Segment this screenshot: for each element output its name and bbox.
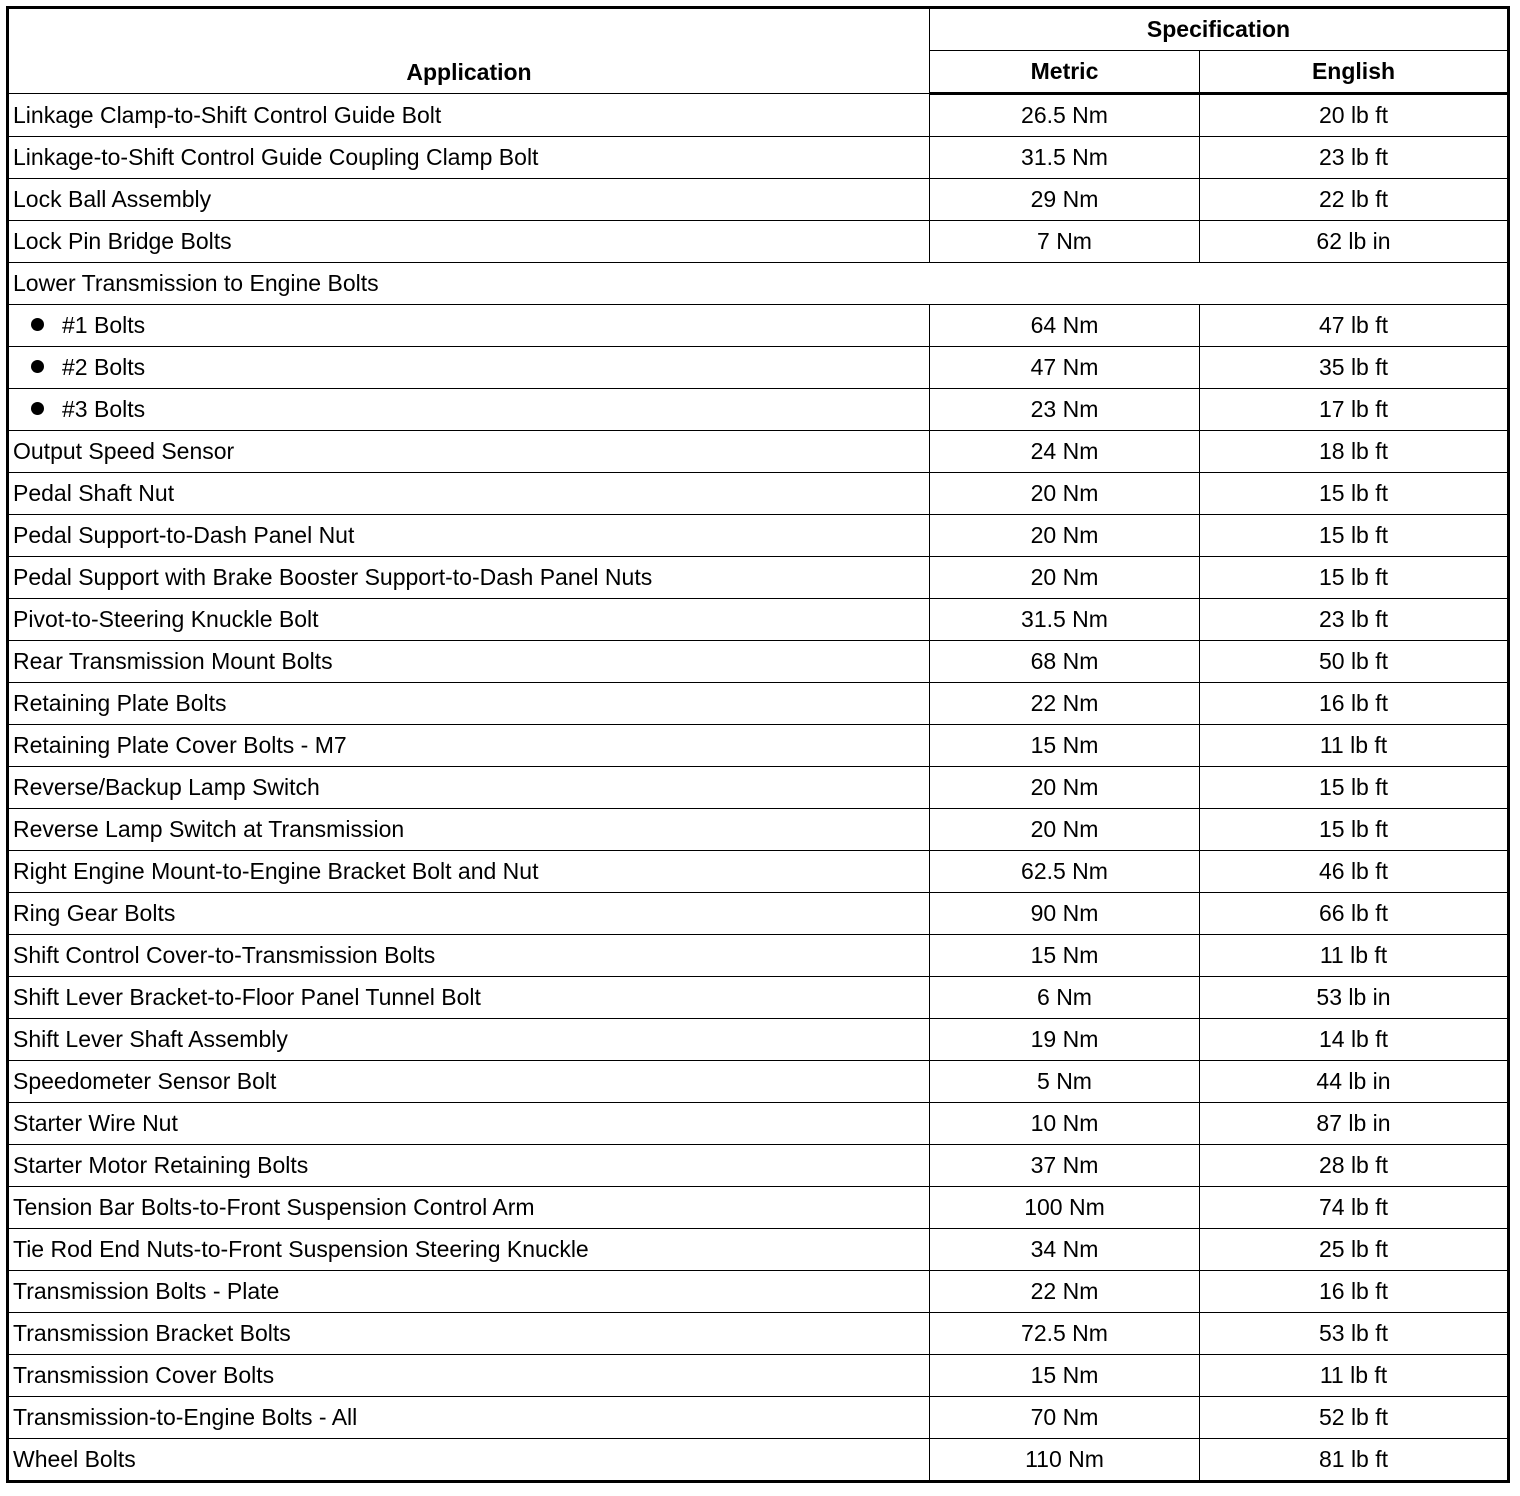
english-cell: 74 lb ft xyxy=(1200,1187,1509,1229)
english-cell: 17 lb ft xyxy=(1200,389,1509,431)
table-row xyxy=(8,1145,1509,1187)
metric-cell: 34 Nm xyxy=(930,1229,1200,1271)
english-cell: 87 lb in xyxy=(1200,1103,1509,1145)
metric-cell: 7 Nm xyxy=(930,221,1200,263)
english-cell: 50 lb ft xyxy=(1200,641,1509,683)
specification-header: Specification xyxy=(930,8,1509,51)
header-row-top xyxy=(8,8,1509,51)
application-cell xyxy=(8,1145,930,1187)
english-cell: 23 lb ft xyxy=(1200,137,1509,179)
metric-cell: 15 Nm xyxy=(930,935,1200,977)
table-row xyxy=(8,389,1509,431)
bullet-icon xyxy=(31,402,44,415)
application-cell xyxy=(8,1229,930,1271)
application-label: Lower Transmission to Engine Bolts xyxy=(13,270,379,296)
table-row xyxy=(8,305,1509,347)
application-label: Ring Gear Bolts xyxy=(13,900,176,926)
english-cell: 11 lb ft xyxy=(1200,1355,1509,1397)
metric-cell: 31.5 Nm xyxy=(930,599,1200,641)
table-row xyxy=(8,473,1509,515)
table-row xyxy=(8,1103,1509,1145)
table-row xyxy=(8,809,1509,851)
english-cell: 15 lb ft xyxy=(1200,809,1509,851)
english-cell: 14 lb ft xyxy=(1200,1019,1509,1061)
table-row xyxy=(8,94,1509,137)
application-label: Tie Rod End Nuts-to-Front Suspension Steering Knuckle xyxy=(13,1236,589,1262)
application-label: Pivot-to-Steering Knuckle Bolt xyxy=(13,606,319,632)
english-cell: 15 lb ft xyxy=(1200,767,1509,809)
table-row xyxy=(8,1229,1509,1271)
application-label: Transmission Cover Bolts xyxy=(13,1362,275,1388)
metric-cell: 37 Nm xyxy=(930,1145,1200,1187)
application-cell xyxy=(8,599,930,641)
application-cell xyxy=(8,851,930,893)
application-cell xyxy=(8,935,930,977)
english-cell: 53 lb in xyxy=(1200,977,1509,1019)
english-cell: 66 lb ft xyxy=(1200,893,1509,935)
table-row xyxy=(8,851,1509,893)
application-label: Starter Wire Nut xyxy=(13,1110,178,1136)
bullet-icon xyxy=(31,360,44,373)
metric-cell: 100 Nm xyxy=(930,1187,1200,1229)
bullet-icon xyxy=(31,318,44,331)
application-label: Retaining Plate Bolts xyxy=(13,690,227,716)
table-group-row xyxy=(8,263,1509,305)
application-header: Application xyxy=(8,8,930,94)
application-cell xyxy=(8,977,930,1019)
english-cell: 20 lb ft xyxy=(1200,94,1509,137)
application-cell xyxy=(8,641,930,683)
metric-cell: 26.5 Nm xyxy=(930,94,1200,137)
application-cell xyxy=(8,725,930,767)
metric-cell: 20 Nm xyxy=(930,473,1200,515)
application-cell xyxy=(8,305,930,347)
application-label: #1 Bolts xyxy=(62,312,146,338)
table-row xyxy=(8,515,1509,557)
table-row xyxy=(8,1313,1509,1355)
application-label: #3 Bolts xyxy=(62,396,146,422)
application-cell xyxy=(8,1187,930,1229)
application-cell xyxy=(8,767,930,809)
application-label: Transmission Bolts - Plate xyxy=(13,1278,280,1304)
table-row xyxy=(8,1187,1509,1229)
application-label: Pedal Support-to-Dash Panel Nut xyxy=(13,522,355,548)
application-label: Starter Motor Retaining Bolts xyxy=(13,1152,309,1178)
table-row xyxy=(8,179,1509,221)
english-cell: 46 lb ft xyxy=(1200,851,1509,893)
english-cell: 11 lb ft xyxy=(1200,935,1509,977)
metric-cell: 6 Nm xyxy=(930,977,1200,1019)
application-cell xyxy=(8,1439,930,1482)
metric-cell: 90 Nm xyxy=(930,893,1200,935)
metric-cell: 110 Nm xyxy=(930,1439,1200,1482)
application-cell xyxy=(8,473,930,515)
english-cell: 28 lb ft xyxy=(1200,1145,1509,1187)
application-cell xyxy=(8,683,930,725)
english-cell: 16 lb ft xyxy=(1200,1271,1509,1313)
table-row xyxy=(8,1355,1509,1397)
table-body xyxy=(8,94,1509,1482)
metric-cell: 47 Nm xyxy=(930,347,1200,389)
application-cell xyxy=(8,515,930,557)
metric-cell: 10 Nm xyxy=(930,1103,1200,1145)
application-cell xyxy=(8,1061,930,1103)
metric-cell: 24 Nm xyxy=(930,431,1200,473)
application-cell xyxy=(8,1313,930,1355)
application-label: Speedometer Sensor Bolt xyxy=(13,1068,277,1094)
application-cell xyxy=(8,179,930,221)
table-row xyxy=(8,641,1509,683)
application-label: Shift Control Cover-to-Transmission Bolts xyxy=(13,942,436,968)
application-label: Lock Pin Bridge Bolts xyxy=(13,228,232,254)
table-header xyxy=(8,8,1509,94)
table-row xyxy=(8,1397,1509,1439)
english-cell: 11 lb ft xyxy=(1200,725,1509,767)
metric-header: Metric xyxy=(930,51,1200,94)
application-label: Transmission Bracket Bolts xyxy=(13,1320,291,1346)
application-label: Tension Bar Bolts-to-Front Suspension Control Arm xyxy=(13,1194,535,1220)
english-cell: 16 lb ft xyxy=(1200,683,1509,725)
metric-cell: 20 Nm xyxy=(930,557,1200,599)
table-row xyxy=(8,1019,1509,1061)
table-row xyxy=(8,557,1509,599)
application-label: Transmission-to-Engine Bolts - All xyxy=(13,1404,358,1430)
application-cell xyxy=(8,431,930,473)
table-row xyxy=(8,347,1509,389)
application-cell xyxy=(8,389,930,431)
application-cell xyxy=(8,347,930,389)
application-cell xyxy=(8,1019,930,1061)
application-cell xyxy=(8,809,930,851)
application-label: Right Engine Mount-to-Engine Bracket Bolt and Nut xyxy=(13,858,539,884)
table-row xyxy=(8,683,1509,725)
english-cell: 47 lb ft xyxy=(1200,305,1509,347)
english-cell: 15 lb ft xyxy=(1200,557,1509,599)
english-cell: 81 lb ft xyxy=(1200,1439,1509,1482)
application-label: Shift Lever Shaft Assembly xyxy=(13,1026,288,1052)
metric-cell: 23 Nm xyxy=(930,389,1200,431)
application-label: Retaining Plate Cover Bolts - M7 xyxy=(13,732,347,758)
metric-cell: 62.5 Nm xyxy=(930,851,1200,893)
metric-cell: 68 Nm xyxy=(930,641,1200,683)
english-cell: 18 lb ft xyxy=(1200,431,1509,473)
application-cell xyxy=(8,893,930,935)
metric-cell: 70 Nm xyxy=(930,1397,1200,1439)
metric-cell: 5 Nm xyxy=(930,1061,1200,1103)
metric-cell: 29 Nm xyxy=(930,179,1200,221)
application-label: Pedal Shaft Nut xyxy=(13,480,175,506)
application-cell xyxy=(8,137,930,179)
application-cell xyxy=(8,221,930,263)
application-cell xyxy=(8,1103,930,1145)
application-label: Pedal Support with Brake Booster Support-to-Dash Panel Nuts xyxy=(13,564,653,590)
table-row xyxy=(8,935,1509,977)
english-cell: 15 lb ft xyxy=(1200,473,1509,515)
metric-cell: 15 Nm xyxy=(930,1355,1200,1397)
metric-cell: 20 Nm xyxy=(930,767,1200,809)
table-row xyxy=(8,725,1509,767)
metric-cell: 20 Nm xyxy=(930,515,1200,557)
table-row xyxy=(8,221,1509,263)
metric-cell: 72.5 Nm xyxy=(930,1313,1200,1355)
metric-cell: 19 Nm xyxy=(930,1019,1200,1061)
application-cell xyxy=(8,1271,930,1313)
metric-cell: 22 Nm xyxy=(930,683,1200,725)
english-header: English xyxy=(1200,51,1509,94)
table-row xyxy=(8,1061,1509,1103)
application-label: Reverse/Backup Lamp Switch xyxy=(13,774,320,800)
english-cell: 62 lb in xyxy=(1200,221,1509,263)
metric-cell: 64 Nm xyxy=(930,305,1200,347)
application-label: Linkage Clamp-to-Shift Control Guide Bolt xyxy=(13,101,442,128)
table-row xyxy=(8,977,1509,1019)
table-row xyxy=(8,431,1509,473)
table-row xyxy=(8,893,1509,935)
table-row xyxy=(8,1271,1509,1313)
application-label: Output Speed Sensor xyxy=(13,438,235,464)
application-cell xyxy=(8,1355,930,1397)
english-cell: 23 lb ft xyxy=(1200,599,1509,641)
english-cell: 53 lb ft xyxy=(1200,1313,1509,1355)
english-cell: 44 lb in xyxy=(1200,1061,1509,1103)
table-row xyxy=(8,1439,1509,1482)
application-label: Shift Lever Bracket-to-Floor Panel Tunnel Bolt xyxy=(13,984,481,1010)
english-cell: 15 lb ft xyxy=(1200,515,1509,557)
english-cell: 35 lb ft xyxy=(1200,347,1509,389)
application-cell xyxy=(8,94,930,137)
application-cell xyxy=(8,263,1509,305)
table-row xyxy=(8,599,1509,641)
application-label: Linkage-to-Shift Control Guide Coupling Clamp Bolt xyxy=(13,144,539,170)
english-cell: 52 lb ft xyxy=(1200,1397,1509,1439)
metric-cell: 31.5 Nm xyxy=(930,137,1200,179)
table-row xyxy=(8,767,1509,809)
application-cell xyxy=(8,557,930,599)
application-label: Lock Ball Assembly xyxy=(13,186,212,212)
metric-cell: 22 Nm xyxy=(930,1271,1200,1313)
application-cell xyxy=(8,1397,930,1439)
english-cell: 25 lb ft xyxy=(1200,1229,1509,1271)
english-cell: 22 lb ft xyxy=(1200,179,1509,221)
application-label: #2 Bolts xyxy=(62,354,146,380)
application-label: Reverse Lamp Switch at Transmission xyxy=(13,816,405,842)
torque-specification-table xyxy=(6,6,1510,1483)
table-row xyxy=(8,137,1509,179)
metric-cell: 20 Nm xyxy=(930,809,1200,851)
application-label: Rear Transmission Mount Bolts xyxy=(13,648,333,674)
application-label: Wheel Bolts xyxy=(13,1446,136,1472)
metric-cell: 15 Nm xyxy=(930,725,1200,767)
